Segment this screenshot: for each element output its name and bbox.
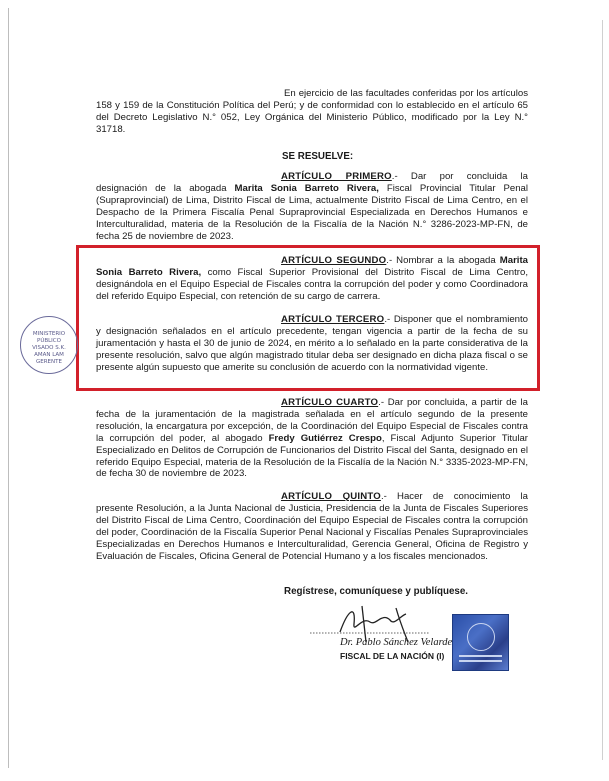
articulo-quinto: ARTÍCULO QUINTO.- Hacer de conocimiento la presente Resolución, a la Junta Nacional de Justicia, Presidencia de la Junta de Fiscales Superiores del Distrito Fiscal de Lima Centro, Coordinación del Equipo Especial de Fiscales contra la corrupción del poder, Coordinación de la Fiscalía Superior Penal Nacional y Fiscalías Penales Supraprovinciales Especializadas en Derechos Humanos e Interculturalidad, Gerencia General, Oficina de Registro y Evaluación de Fiscales, Oficina General de Potencial Humano y a los fiscales mencionados. bbox=[96, 491, 528, 562]
page-edge-right bbox=[602, 20, 603, 760]
intro-paragraph: En ejercicio de las facultades conferidas por los artículos 158 y 159 de la Constitución Política del Perú; y de conformidad con lo establecido en el artículo 65 del Decreto Legislativo N.° 052, Ley Orgánica del Ministerio Público, modificado por la Ley N.° 31718. bbox=[96, 88, 528, 135]
articulo-primero: ARTÍCULO PRIMERO.- Dar por concluida la designación de la abogada Marita Sonia Barreto Rivera, Fiscal Provincial Titular Penal (Supraprovincial) de Lima, Distrito Fiscal de Lima, actualmente Distrito Fiscal de Lima Centro, en el Despacho de la Primera Fiscalía Penal Supraprovincial Especializada en Derechos Humanos e Interculturalidad, materia de la Resolución de la Fiscalía de la Nación N.° 3286-2023-MP-FN, de fecha 25 de noviembre de 2023. bbox=[96, 171, 529, 242]
articulo-segundo-heading: ARTÍCULO SEGUNDO bbox=[281, 255, 387, 266]
articulo-tercero-heading: ARTÍCULO TERCERO bbox=[281, 314, 385, 325]
closing-formula: Regístrese, comuníquese y publíquese. bbox=[284, 586, 469, 597]
former-coordinator-name: Fredy Gutiérrez Crespo bbox=[268, 432, 382, 444]
se-resuelve-heading: SE RESUELVE: bbox=[282, 151, 354, 162]
designee-name: Marita Sonia Barreto Rivera, bbox=[234, 182, 379, 194]
seal-text: MINISTERIO PÚBLICO VISADO S.K. AMAN LAM GERENTE bbox=[32, 331, 66, 365]
nominee-name: Marita Sonia Barreto Rivera, bbox=[96, 255, 529, 278]
ministerio-seal bbox=[20, 316, 78, 374]
articulo-primero-heading: ARTÍCULO PRIMERO bbox=[281, 171, 392, 182]
articulo-cuarto: ARTÍCULO CUARTO.- Dar por concluida, a partir de la fecha de la juramentación de la magistrada señalada en el artículo segundo de la presente resolución, la encargatura por excepción, de la Coordinación del Equipo Especial de Fiscales contra la corrupción del poder, al abogado Fredy Gutiérrez Crespo, Fiscal Adjunto Superior Titular Especializado en Delitos de Corrupción de Funcionarios del Distrito Fiscal del Santa, designado en el referido Equipo Especial, materia de la Resolución de la Fiscalía de la Nación N.° 3335-2023-MP-FN, de fecha 30 de noviembre de 2023. bbox=[96, 397, 528, 480]
page-edge-left bbox=[8, 8, 9, 768]
articulo-cuarto-heading: ARTÍCULO CUARTO bbox=[281, 397, 379, 408]
articulo-tercero: ARTÍCULO TERCERO.- Disponer que el nombramiento y designación señalados en el artículo precedente, tengan vigencia a partir de la fecha de su juramentación y hasta el 30 de junio de 2024, en mérito a lo señalado en la parte considerativa de la presente resolución, salvo que algún magistrado titular deba ser designado en dicha plaza fiscal o se presente algún supuesto que amerite su conclusión de acuerdo con la normatividad vigente. bbox=[96, 314, 528, 373]
articulo-quinto-heading: ARTÍCULO QUINTO bbox=[281, 491, 381, 502]
official-stamp bbox=[452, 614, 509, 671]
emblem-icon bbox=[467, 623, 495, 651]
signer-name: Dr. Pablo Sánchez Velarde bbox=[340, 637, 453, 648]
articulo-segundo: ARTÍCULO SEGUNDO.- Nombrar a la abogada Marita Sonia Barreto Rivera, como Fiscal Superior Provisional del Distrito Fiscal de Lima Centro, designándola en el Equipo Especial de Fiscales contra la corrupción del poder y como Coordinadora del referido Equipo Especial, con retención de su cargo de carrera. bbox=[96, 255, 529, 302]
signer-title: FISCAL DE LA NACIÓN (I) bbox=[340, 651, 445, 661]
